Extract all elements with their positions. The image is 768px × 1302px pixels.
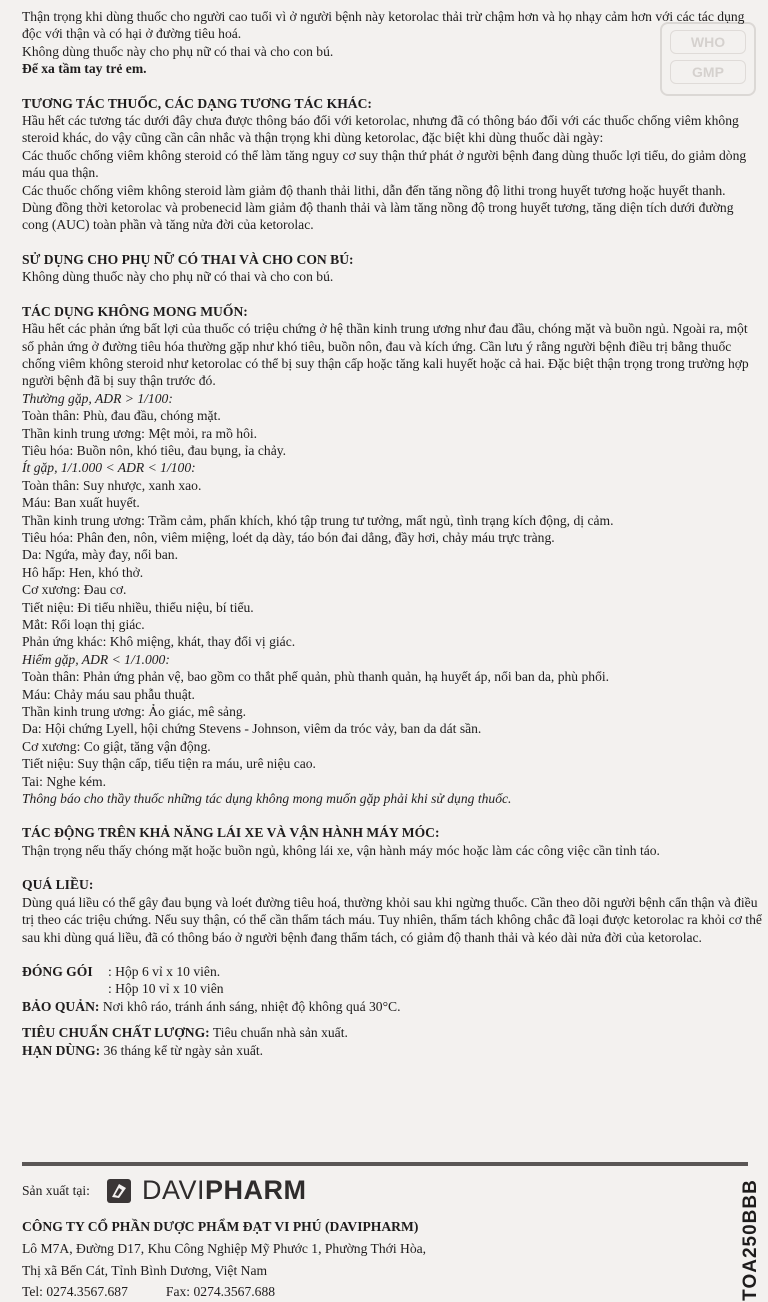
manufacturer-block xyxy=(22,1175,722,1301)
keep-away-warning: Để xa tầm tay trẻ em. xyxy=(22,61,147,77)
made-by-label: Sản xuất tại: xyxy=(22,1183,90,1199)
adverse-item: Tiêu hóa: Phân đen, nôn, viêm miệng, loét dạ dày, táo bón đai dẳng, đầy hơi, chảy máu trực tràng. xyxy=(22,529,555,545)
adverse-item: Cơ xương: Co giật, tăng vận động. xyxy=(22,738,211,754)
adverse-item: Máu: Ban xuất huyết. xyxy=(22,495,140,511)
fax: Fax: 0274.3567.688 xyxy=(165,1284,276,1300)
leaflet-body xyxy=(22,8,762,1059)
shelf-life-text: 36 tháng kể từ ngày sản xuất. xyxy=(103,1042,264,1058)
leaflet-code xyxy=(734,1180,768,1300)
shelf-life-label: HẠN DÙNG: xyxy=(22,1042,101,1058)
driving-heading: TÁC ĐỘNG TRÊN KHẢ NĂNG LÁI XE VÀ VẬN HÀNH MÁY MÓC: xyxy=(22,825,440,841)
standard-label: TIÊU CHUẨN CHẤT LƯỢNG: xyxy=(22,1025,210,1041)
address-line-2: Thị xã Bến Cát, Tỉnh Bình Dương, Việt Nam xyxy=(22,1262,268,1278)
driving-text: Thận trọng nếu thấy chóng mặt hoặc buồn ngủ, không lái xe, vận hành máy móc hoặc làm các công việc cần tỉnh táo. xyxy=(22,842,660,858)
intro-paragraph-2: Không dùng thuốc này cho phụ nữ có thai và cho con bú. xyxy=(22,43,334,59)
adverse-note: Thông báo cho thầy thuốc những tác dụng không mong muốn gặp phải khi sử dụng thuốc. xyxy=(22,791,512,807)
adverse-item: Toàn thân: Phù, đau đầu, chóng mặt. xyxy=(22,408,221,424)
adverse-item: Tiết niệu: Suy thận cấp, tiểu tiện ra máu, urê niệu cao. xyxy=(22,756,316,772)
adverse-heading: TÁC DỤNG KHÔNG MONG MUỐN: xyxy=(22,303,248,319)
footer-divider xyxy=(22,1162,748,1166)
standard-line xyxy=(22,1024,762,1041)
storage-text: Nơi khô ráo, tránh ánh sáng, nhiệt độ không quá 30°C. xyxy=(102,998,401,1014)
packaging-line-2: : Hộp 10 vỉ x 10 viên xyxy=(108,981,224,997)
adverse-item: Tiết niệu: Đi tiểu nhiều, thiểu niệu, bí tiểu. xyxy=(22,599,254,615)
adverse-item: Cơ xương: Đau cơ. xyxy=(22,582,127,598)
shelf-life-line xyxy=(22,1042,762,1059)
adverse-item: Phản ứng khác: Khô miệng, khát, thay đổi vị giác. xyxy=(22,634,296,650)
stamp-top: WHO xyxy=(670,30,746,54)
adverse-item: Tiêu hóa: Buồn nôn, khó tiêu, đau bụng, ỉa chảy. xyxy=(22,442,287,458)
davipharm-logo-icon xyxy=(106,1178,132,1204)
adverse-rare-label: Hiếm gặp, ADR < 1/1.000: xyxy=(22,651,170,667)
pregnancy-text: Không dùng thuốc này cho phụ nữ có thai và cho con bú. xyxy=(22,269,334,285)
intro-paragraph-1: Thận trọng khi dùng thuốc cho người cao tuổi vì ở người bệnh này ketorolac thải trừ chậm hơn và họ nhạy cảm hơn với các tác dụng độc với thận và có hại ở đường tiêu hoá. xyxy=(22,9,745,42)
interactions-paragraph: Hầu hết các tương tác dưới đây chưa được thông báo đối với ketorolac, nhưng đã có thông báo đối với các thuốc chống viêm không steroid khác, do vậy cũng cần cân nhắc và thận trọng khi dùng ketorolac, đặc biệt khi dùng thuốc dài ngày: xyxy=(22,113,739,146)
adverse-item: Da: Ngứa, mày đay, nổi ban. xyxy=(22,547,178,563)
brand-suffix: PHARM xyxy=(205,1175,307,1206)
adverse-item: Mắt: Rối loạn thị giác. xyxy=(22,617,145,632)
brand-prefix: DAVI xyxy=(142,1175,206,1206)
overdose-heading: QUÁ LIỀU: xyxy=(22,877,94,893)
adverse-item: Tai: Nghe kém. xyxy=(22,773,106,789)
storage-line xyxy=(22,998,762,1015)
made-by-row xyxy=(22,1175,722,1206)
adverse-item: Hô hấp: Hen, khó thở. xyxy=(22,564,144,580)
pregnancy-heading: SỬ DỤNG CHO PHỤ NỮ CÓ THAI VÀ CHO CON BÚ: xyxy=(22,251,354,267)
packaging-line-1: : Hộp 6 vỉ x 10 viên. xyxy=(108,963,221,979)
interactions-paragraph: Dùng đồng thời ketorolac và probenecid làm giảm độ thanh thải và làm tăng nồng độ trong huyết tương, tăng diện tích dưới đường cong (AUC) toàn phần và tăng nửa đời của ketorolac. xyxy=(22,200,734,233)
adverse-item: Da: Hội chứng Lyell, hội chứng Stevens - Johnson, viêm da tróc vảy, ban da dát sần. xyxy=(22,721,482,737)
contact-line xyxy=(22,1283,722,1300)
packaging-label: ĐÓNG GÓI xyxy=(22,963,93,979)
adverse-intro: Hầu hết các phản ứng bất lợi của thuốc có triệu chứng ở hệ thần kinh trung ương như đau đầu, chóng mặt và buồn ngủ. Ngoài ra, một số phản ứng ở đường tiêu hóa thường gặp như khó tiêu, buồn nôn, đau và kích ứng. Cần lưu ý rằng người bệnh điều trị bằng thuốc chống viêm không steroid như ketorolac có thể bị suy thận cấp hoặc tăng kali huyết hoặc cả hai. Đặc biệt thận trọng trong trường hợp người bệnh đã bị suy thận trước đó. xyxy=(22,321,749,389)
address-line-1: Lô M7A, Đường D17, Khu Công Nghiệp Mỹ Phước 1, Phường Thới Hòa, xyxy=(22,1241,427,1257)
overdose-text: Dùng quá liều có thể gây đau bụng và loét đường tiêu hoá, thường khỏi sau khi ngừng thuốc. Cần theo dõi người bệnh cẩn thận và điều trị theo các triệu chứng. Nếu suy thận, có thể cần thẩm tách máu. Tuy nhiên, thẩm tách không chắc đã loại được ketorolac ra khỏi cơ thể sau khi dùng quá liều, đã có thông báo ở người bệnh đang thẩm tách, có giảm độ thanh thải và kéo dài nửa đời của ketorolac. xyxy=(22,894,762,945)
adverse-uncommon-label: Ít gặp, 1/1.000 < ADR < 1/100: xyxy=(22,460,196,476)
storage-label: BẢO QUẢN: xyxy=(22,998,100,1014)
adverse-item: Thần kinh trung ương: Mệt mỏi, ra mồ hôi. xyxy=(22,425,258,441)
adverse-item: Máu: Chảy máu sau phẫu thuật. xyxy=(22,686,195,702)
tel: Tel: 0274.3567.687 xyxy=(22,1284,128,1300)
adverse-item: Toàn thân: Phản ứng phản vệ, bao gồm co thắt phế quản, phù thanh quản, hạ huyết áp, nổi ban da, phù phổi. xyxy=(22,669,610,685)
adverse-item: Toàn thân: Suy nhược, xanh xao. xyxy=(22,477,202,493)
interactions-paragraph: Các thuốc chống viêm không steroid có thể làm tăng nguy cơ suy thận thứ phát ở người bệnh đang dùng thuốc lợi tiểu, do giảm dòng máu qua thận. xyxy=(22,147,747,181)
stamp-bottom: GMP xyxy=(670,60,746,84)
adverse-common-label: Thường gặp, ADR > 1/100: xyxy=(22,390,173,406)
adverse-item: Thần kinh trung ương: Trầm cảm, phấn khích, khó tập trung tư tưởng, mất ngủ, tình trạng kích động, dị cảm. xyxy=(22,512,614,528)
standard-text: Tiêu chuẩn nhà sản xuất. xyxy=(212,1025,348,1041)
adverse-item: Thần kinh trung ương: Ảo giác, mê sảng. xyxy=(22,704,247,720)
packaging-table xyxy=(22,963,224,998)
interactions-paragraph: Các thuốc chống viêm không steroid làm giảm độ thanh thải lithi, dẫn đến tăng nồng độ lithi trong huyết tương hoặc huyết thanh. xyxy=(22,182,726,198)
brand-name xyxy=(142,1175,307,1206)
interactions-heading: TƯƠNG TÁC THUỐC, CÁC DẠNG TƯƠNG TÁC KHÁC: xyxy=(22,95,372,111)
leaflet-code-text: TOA250BBB xyxy=(740,1179,761,1301)
company-name: CÔNG TY CỔ PHẦN DƯỢC PHẨM ĐẠT VI PHÚ (DAVIPHARM) xyxy=(22,1219,419,1234)
